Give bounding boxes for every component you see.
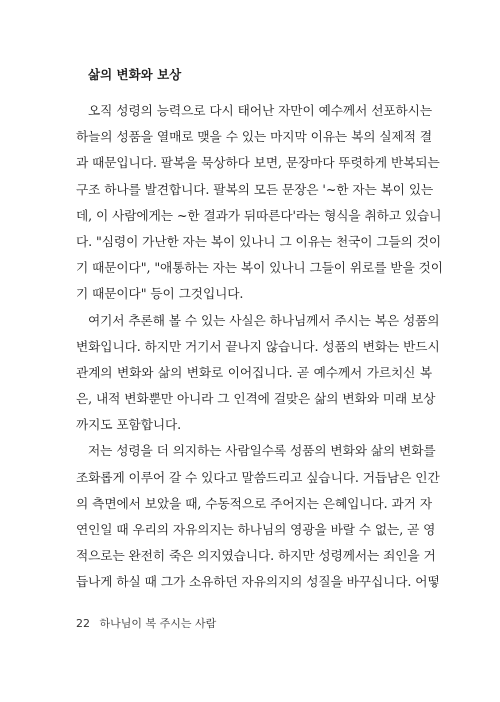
text-line: 적으로는 완전히 죽은 의지였습니다. 하지만 성령께서는 죄인을 거	[76, 548, 436, 564]
text-line: 오직 성령의 능력으로 다시 태어난 자만이 예수께서 선포하시는	[88, 103, 432, 118]
body-text	[76, 98, 443, 596]
text-line: 은, 내적 변화뿐만 아니라 그 인격에 걸맞은 삶의 변화와 미래 보상	[76, 391, 436, 407]
text-line: 기 때문이다", "애통하는 자는 복이 있나니 그들이 위로를 받을 것이	[76, 260, 443, 276]
text-line: 기 때문이다" 등이 그것입니다.	[76, 286, 244, 302]
text-line: 다. "심령이 가난한 자는 복이 있나니 그 이유는 천국이 그들의 것이	[76, 233, 442, 249]
section-heading: 삶의 변화와 보상	[88, 67, 182, 82]
text-line: 과 때문입니다. 팔복을 묵상하다 보면, 문장마다 뚜렷하게 반복되는	[76, 155, 440, 171]
page-footer	[76, 616, 216, 632]
text-line: 듭나게 하실 때 그가 소유하던 자유의지의 성질을 바꾸십니다. 어떻	[76, 574, 440, 590]
page-number: 22	[76, 617, 90, 630]
paragraph-1	[76, 98, 443, 308]
text-line: 데, 이 사람에게는 ~한 결과가 뒤따른다'라는 형식을 취하고 있습니	[76, 207, 442, 223]
text-line: 의 측면에서 보았을 때, 수동적으로 주어지는 은혜입니다. 과거 자	[76, 495, 432, 511]
text-line: 조화롭게 이루어 갈 수 있다고 말씀드리고 싶습니다. 거듭남은 인간	[76, 469, 440, 485]
text-line: 여기서 추론해 볼 수 있는 사실은 하나님께서 주시는 복은 성품의	[88, 312, 440, 328]
text-line: 까지도 포함합니다.	[76, 417, 182, 433]
text-line: 구조 하나를 발견합니다. 팔복의 모든 문장은 '~한 자는 복이 있는	[76, 181, 434, 197]
running-title: 하나님이 복 주시는 사람	[99, 617, 217, 630]
text-line: 변화입니다. 하지만 거기서 끝나지 않습니다. 성품의 변화는 반드시	[76, 338, 440, 354]
text-line: 저는 성령을 더 의지하는 사람일수록 성품의 변화와 삶의 변화를	[88, 443, 436, 459]
text-line: 하늘의 성품을 열매로 맺을 수 있는 마지막 이유는 복의 실제적 결	[76, 129, 432, 145]
paragraph-3	[76, 438, 440, 595]
text-line: 연인일 때 우리의 자유의지는 하나님의 영광을 바랄 수 없는, 곧 영	[76, 522, 436, 537]
text-line: 관계의 변화와 삶의 변화로 이어집니다. 곧 예수께서 가르치신 복	[76, 364, 432, 380]
paragraph-2	[76, 308, 440, 439]
